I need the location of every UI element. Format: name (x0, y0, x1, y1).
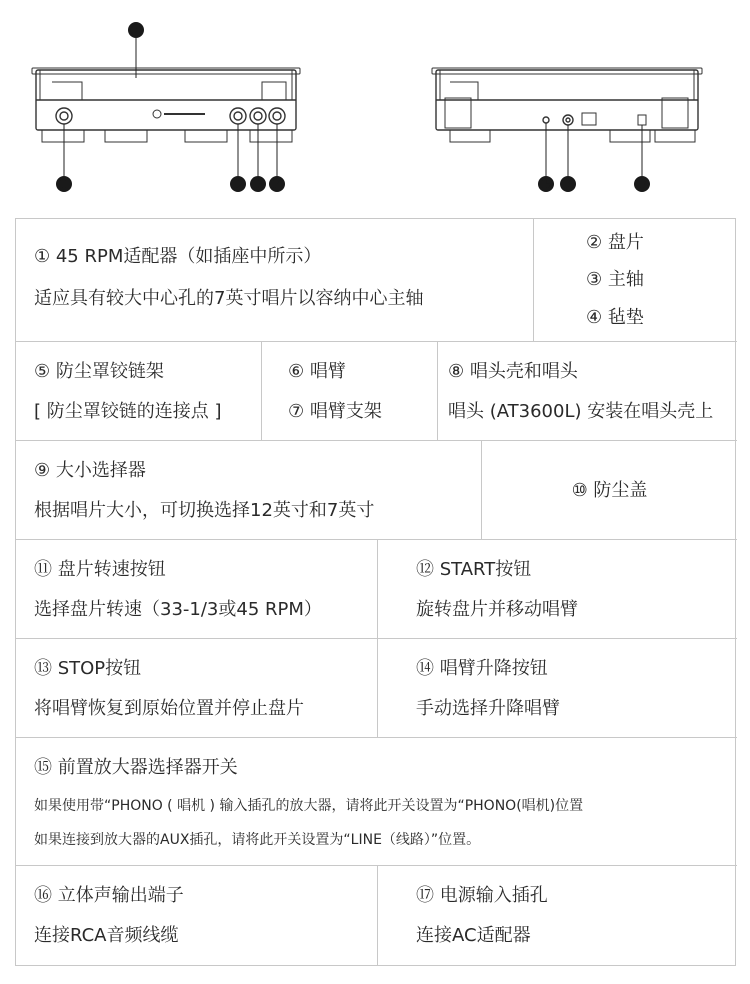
part-description: 选择盘片转速（33-1/3或45 RPM） (34, 599, 322, 620)
part-title: ⑫ START按钮 (416, 559, 532, 580)
callout-15-label: ⑮ (537, 175, 555, 194)
parts-table (15, 218, 736, 966)
part-title: ⑦ 唱臂支架 (288, 401, 382, 422)
part-description: 适应具有较大中心孔的7英寸唱片以容纳中心主轴 (34, 288, 424, 309)
part-description: [ 防尘罩铰链的连接点 ] (34, 401, 222, 422)
part-title: ② 盘片 (586, 232, 644, 253)
turntable-illustration (0, 0, 750, 210)
callout-12-label: ⑫ (229, 175, 247, 194)
part-title: ⑥ 唱臂 (288, 361, 346, 382)
part-title: ⑩ 防尘盖 (571, 480, 648, 501)
part-cell-8 (438, 342, 737, 441)
part-description: 根据唱片大小，可切换选择12英寸和7英寸 (34, 500, 375, 521)
callout-11-label: ⑪ (55, 175, 73, 194)
part-title: ⑮ 前置放大器选择器开关 (34, 757, 238, 778)
part-description: 连接RCA音频线缆 (34, 925, 179, 946)
callout-10-label: ⑩ (128, 21, 144, 40)
part-cell-17 (378, 866, 737, 965)
part-cell-13 (16, 639, 378, 738)
part-cell-15 (16, 738, 737, 866)
part-description: 如果使用带“PHONO ( 唱机 ) 输入插孔的放大器，请将此开关设置为“PHONO(唱机)位置 (34, 798, 584, 814)
part-title: ⑤ 防尘罩铰链架 (34, 361, 164, 382)
callout-16-label: ⑯ (559, 175, 577, 194)
part-cell-2-4 (534, 219, 737, 342)
part-description: 唱头 (AT3600L) 安装在唱头壳上 (448, 401, 714, 422)
part-description: 手动选择升降唱臂 (416, 698, 560, 719)
part-description: 将唱臂恢复到原始位置并停止盘片 (34, 698, 304, 719)
part-title: ① 45 RPM适配器（如插座中所示） (34, 246, 322, 267)
part-title: ⑨ 大小选择器 (34, 460, 146, 481)
part-cell-11 (16, 540, 378, 639)
part-cell-6-7 (262, 342, 438, 441)
part-title: ⑯ 立体声输出端子 (34, 885, 184, 906)
part-cell-14 (378, 639, 737, 738)
part-cell-9 (16, 441, 482, 540)
part-description: 旋转盘片并移动唱臂 (416, 599, 578, 620)
part-description: 如果连接到放大器的AUX插孔，请将此开关设置为“LINE（线路）”位置。 (34, 832, 481, 848)
turntable-back-view (432, 68, 702, 142)
part-cell-12 (378, 540, 737, 639)
part-title: ⑭ 唱臂升降按钮 (416, 658, 548, 679)
callout-14-label: ⑭ (268, 175, 286, 194)
callout-17-label: ⑰ (633, 175, 651, 194)
part-title: ⑬ STOP按钮 (34, 658, 142, 679)
part-title: ④ 毡垫 (586, 307, 644, 328)
part-cell-1 (16, 219, 534, 342)
part-description: 连接AC适配器 (416, 925, 531, 946)
turntable-front-view (32, 68, 300, 142)
part-title: ③ 主轴 (586, 269, 644, 290)
part-title: ⑧ 唱头壳和唱头 (448, 361, 578, 382)
part-title: ⑰ 电源输入插孔 (416, 885, 548, 906)
callout-13-label: ⑬ (249, 175, 267, 194)
part-cell-5 (16, 342, 262, 441)
part-cell-10 (482, 441, 737, 540)
part-title: ⑪ 盘片转速按钮 (34, 559, 166, 580)
part-cell-16 (16, 866, 378, 965)
